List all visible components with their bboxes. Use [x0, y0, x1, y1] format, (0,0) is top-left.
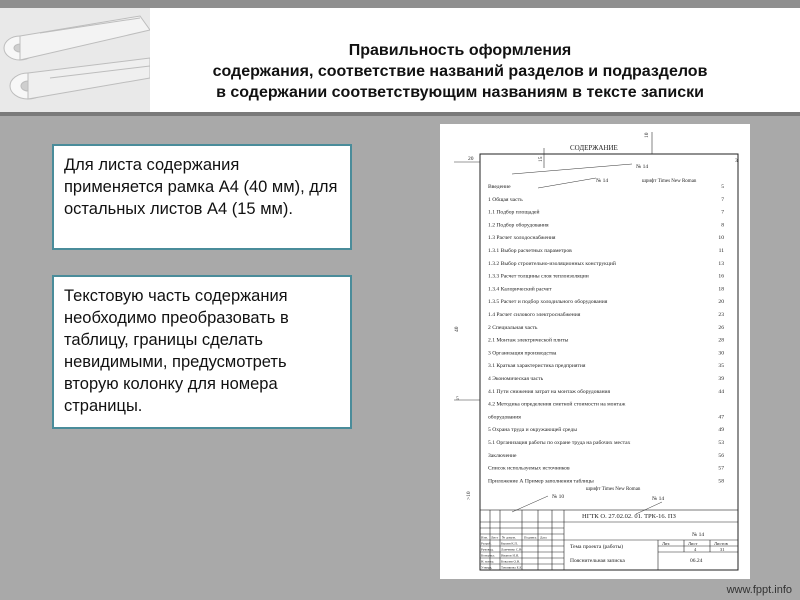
toc-item-page: 57 [718, 465, 724, 472]
title-line-3: в содержании соответствующим названиям в тексте записки [216, 84, 704, 101]
header-divider [0, 112, 800, 116]
toc-item-title: оборудования [488, 414, 521, 421]
toc-item-page: 49 [718, 427, 724, 434]
toc-item-page: 39 [718, 376, 724, 382]
toc-item-title: Список используемых источников [488, 465, 570, 472]
toc-item-title: 1.1 Подбор площадей [488, 209, 540, 216]
toc-item-title: 4 Экономическая часть [488, 376, 544, 382]
stamp-role: Н. контр. [481, 559, 495, 564]
toc-item-page: 8 [721, 222, 724, 229]
stamp-list: Лист [688, 541, 698, 546]
dim-5: 5 [456, 396, 459, 402]
toc-item-title: 1.3 Расчет холодоснабжения [488, 235, 556, 242]
dim-10: 10 [644, 132, 650, 138]
toc-item-page: 7 [721, 209, 724, 216]
stamp-column-label: Изм. [481, 535, 488, 540]
note-font-a: шрифт Times New Roman [642, 179, 697, 184]
stamp-lit: Лит. [662, 541, 671, 546]
toc-item-title: 1 Общая часть [488, 196, 523, 203]
toc-item-page: 7 [721, 196, 724, 203]
frame-info-box [52, 144, 352, 250]
toc-item-title: 1.3.4 Калорический расчет [488, 286, 552, 293]
toc-item-page: 47 [718, 414, 724, 421]
stamp-date: 06.24 [690, 558, 703, 564]
toc-item-title: 1.2 Подбор оборудования [488, 222, 549, 229]
toc-list [488, 184, 724, 484]
toc-item-title: 1.3.2 Выбор строительно-изоляционных конструкций [488, 260, 616, 267]
stamp-lists-num: 31 [720, 547, 725, 552]
toc-item-title: Приложение А Пример заполнения таблицы [488, 478, 594, 485]
toc-item-page: 16 [718, 273, 724, 280]
toc-item-page: 5 [721, 184, 724, 190]
stamp-column-label: № докум. [502, 535, 516, 540]
slide-header [0, 0, 800, 116]
stamp-role: Утверд. [481, 565, 493, 570]
toc-item-page: 11 [718, 248, 724, 254]
toc-item-title: 1.3.1 Выбор расчетных параметров [488, 248, 572, 254]
toc-item-title: Введение [488, 184, 511, 190]
toc-item-page: 26 [718, 324, 724, 331]
stamp-lists: Листов [714, 541, 728, 546]
stamp-columns [481, 536, 547, 540]
dim-15: 15 [538, 156, 544, 162]
stamp-person: Ламченко С.В. [501, 547, 523, 552]
note-n14a: № 14 [636, 164, 649, 170]
dim-3: 3 [735, 158, 738, 164]
header-top-strip [0, 0, 800, 8]
toc-item-page: 20 [718, 299, 724, 306]
table-info-box [52, 275, 352, 429]
toc-item-title: Заключение [488, 452, 517, 459]
toc-item-page: 10 [718, 235, 724, 242]
toc-heading: СОДЕРЖАНИЕ [570, 144, 618, 152]
note-n14c: № 14 [652, 496, 665, 502]
toc-item-page: 23 [718, 312, 724, 318]
stamp-column-label: Лист [491, 535, 499, 540]
toc-item-page: 58 [718, 478, 724, 485]
slide-title [140, 40, 780, 103]
stamp-person: Ковалев О.В. [501, 559, 520, 564]
toc-item-page: 53 [718, 440, 724, 446]
toc-item-page: 18 [718, 286, 724, 293]
stamp-person: Быхин К.П. [501, 541, 518, 546]
toc-item-title: 4.1 Пути снижения затрат на монтаж оборудования [488, 388, 611, 395]
stamp-role: Руковод. [481, 547, 494, 552]
stamp-column-label: Дата [540, 535, 547, 540]
stamp-column-label: Подпись [524, 535, 537, 540]
dim-10b: >10 [466, 491, 472, 500]
toc-sheet-drawing [452, 124, 742, 574]
title-line-1: Правильность оформления [348, 42, 572, 59]
toc-item-page: 13 [718, 260, 724, 267]
stamp-doc: Пояснительная записка [570, 558, 625, 564]
note-n14d: № 14 [692, 532, 705, 538]
toc-item-page: 30 [718, 350, 724, 357]
note-n14b: № 14 [596, 178, 609, 184]
toc-item-page: 56 [718, 452, 724, 459]
note-n10: № 10 [552, 494, 565, 500]
stamp-code: НГТК О. 27.02.02. 01. ТРК-16. ПЗ [582, 513, 676, 520]
toc-item-title: 4.2 Методика определения сметной стоимости на монтаж [488, 401, 626, 408]
toc-item-title: 5 Охрана труда и окружающей среды [488, 427, 577, 434]
dim-40: 40 [454, 326, 460, 332]
toc-item-title: 3.1 Краткая характеристика предприятия [488, 363, 586, 370]
toc-item-page: 35 [718, 363, 724, 370]
stamp-role: Консульт. [481, 553, 495, 558]
toc-item-title: 2 Специальная часть [488, 324, 538, 331]
toc-item-title: 2.1 Монтаж электрической плиты [488, 337, 569, 344]
toc-item-page: 44 [718, 388, 724, 395]
toc-item-title: 5.1 Организация работы по охране труда на рабочих местах [488, 440, 631, 446]
toc-item-title: 3 Организация производства [488, 350, 557, 357]
toc-item-title: 1.3.5 Расчет и подбор холодильного оборудования [488, 299, 608, 306]
table-info-text: Текстовую часть содержания необходимо преобразовать в таблицу, границы сделать невидимыми, предусмотреть вторую колонку для номера страницы. [64, 287, 289, 415]
stamp-theme: Тема проекта (работы) [570, 544, 624, 550]
toc-item-title: 1.3.3 Расчет толщины слоя теплоизоляции [488, 273, 589, 280]
stamp-person: Теплякова Е.Е. [501, 565, 523, 570]
title-line-2: содержания, соответствие названий разделов и подразделов [212, 63, 708, 80]
toc-item-title: 1.4 Расчет силового электроснабжения [488, 312, 581, 318]
footer-credit: www.fppt.info [726, 584, 792, 596]
dim-20: 20 [468, 156, 474, 162]
note-font-b: шрифт Times New Roman [586, 487, 641, 492]
toc-item-page: 28 [718, 337, 724, 344]
frame-info-text: Для листа содержания применяется рамка А4 (40 мм), для остальных листов А4 (15 мм). [64, 156, 338, 218]
stamp-role: Разраб. [481, 541, 492, 546]
stamp-person: Иванов И.И. [501, 553, 520, 558]
blueprint-rolls-image [0, 8, 150, 112]
stamp-list-num: 4 [694, 547, 697, 552]
